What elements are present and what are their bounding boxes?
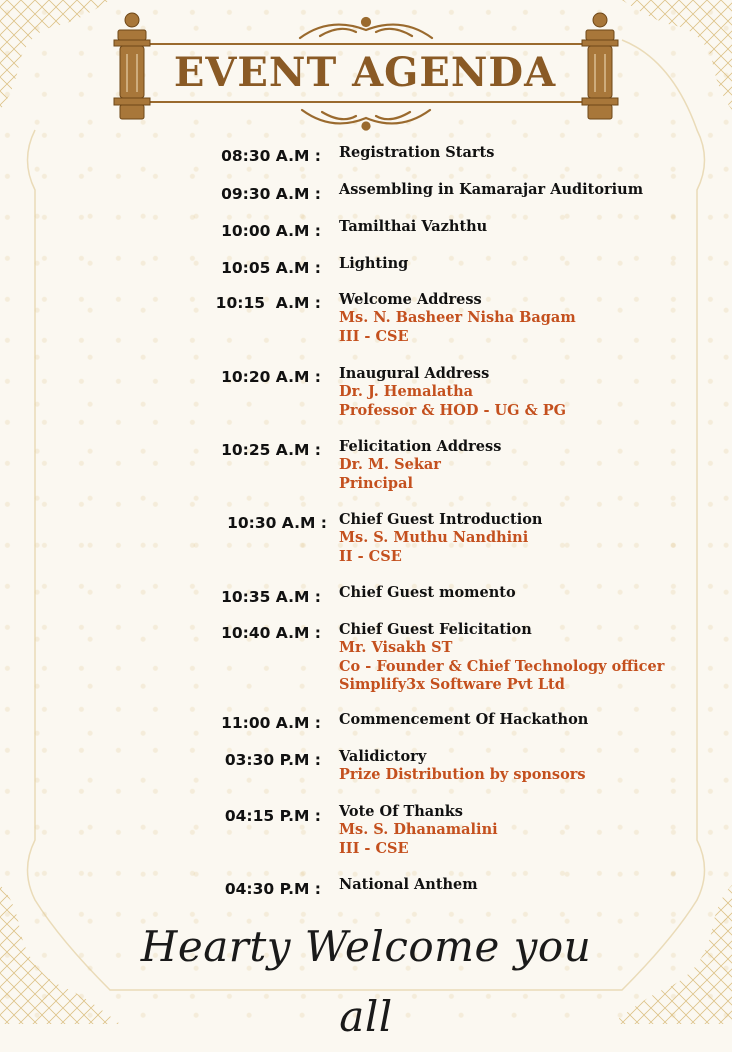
agenda-event-detail: III - CSE — [339, 327, 409, 345]
agenda-details — [339, 181, 719, 199]
agenda-event-title: Chief Guest momento — [339, 584, 516, 601]
agenda-event-title: Assembling in Kamarajar Auditorium — [339, 181, 644, 198]
agenda-event-title: Validictory — [339, 748, 427, 765]
agenda-event-title: Felicitation Address — [339, 438, 502, 455]
agenda-details — [339, 711, 719, 729]
agenda-event-title: Chief Guest Felicitation — [339, 621, 532, 638]
agenda-event-title: Inaugural Address — [339, 365, 490, 382]
agenda-time: 04:15 P.M : — [224, 807, 321, 825]
agenda-event-title: Welcome Address — [339, 291, 482, 308]
agenda-details — [339, 255, 719, 273]
agenda-details — [339, 584, 719, 602]
agenda-event-title: Commencement Of Hackathon — [339, 711, 589, 728]
agenda-time: 11:00 A.M : — [221, 714, 321, 732]
agenda-time: 10:00 A.M : — [221, 222, 321, 240]
agenda-event-detail: Co - Founder & Chief Technology officer — [339, 657, 665, 675]
agenda-event-detail: Prize Distribution by sponsors — [339, 766, 586, 784]
agenda-event-detail: Ms. S. Muthu Nandhini — [339, 529, 529, 547]
agenda-event-detail: Principal — [339, 474, 413, 492]
agenda-details — [339, 291, 719, 346]
agenda-event-detail: Dr. J. Hemalatha — [339, 383, 474, 401]
agenda-event-title: Vote Of Thanks — [339, 803, 463, 820]
agenda-details — [339, 511, 719, 566]
agenda-event-title: Tamilthai Vazhthu — [339, 218, 488, 235]
agenda-event-detail: Dr. M. Sekar — [339, 456, 441, 474]
agenda-time: 10:35 A.M : — [221, 588, 321, 606]
agenda-event-title: Chief Guest Introduction — [339, 511, 543, 528]
agenda-details — [339, 748, 719, 785]
agenda-event-detail: Ms. S. Dhanamalini — [339, 821, 498, 839]
agenda-time: 10:05 A.M : — [221, 259, 321, 277]
agenda-event-detail: Simplify3x Software Pvt Ltd — [339, 675, 565, 693]
agenda-time: 10:20 A.M : — [221, 368, 321, 386]
agenda-details — [339, 365, 719, 420]
agenda-time: 03:30 P.M : — [224, 751, 321, 769]
agenda-event-title: National Anthem — [339, 876, 478, 893]
agenda-details — [339, 438, 719, 493]
agenda-event-detail: Professor & HOD - UG & PG — [339, 401, 567, 419]
welcome-message: Hearty Welcome you all — [140, 922, 592, 1041]
agenda-details — [339, 621, 719, 694]
page-title: EVENT AGENDA — [173, 49, 557, 96]
agenda-time: 10:25 A.M : — [221, 441, 321, 459]
agenda-details — [339, 218, 719, 236]
agenda-event-detail: III - CSE — [339, 839, 409, 857]
agenda-time: 10:40 A.M : — [221, 624, 321, 642]
agenda-details — [339, 144, 719, 162]
agenda-details — [339, 803, 719, 858]
agenda-time: 10:15 A.M : — [215, 294, 321, 312]
agenda-time: 04:30 P.M : — [224, 880, 321, 898]
agenda-event-title: Registration Starts — [339, 144, 495, 161]
agenda-time: 09:30 A.M : — [221, 185, 321, 203]
agenda-details — [339, 876, 719, 894]
agenda-time: 10:30 A.M : — [227, 514, 327, 532]
agenda-event-detail: Ms. N. Basheer Nisha Bagam — [339, 309, 576, 327]
agenda-event-title: Lighting — [339, 255, 409, 272]
agenda-event-detail: Mr. Visakh ST — [339, 639, 453, 657]
agenda-event-detail: II - CSE — [339, 547, 402, 565]
agenda-time: 08:30 A.M : — [221, 147, 321, 165]
